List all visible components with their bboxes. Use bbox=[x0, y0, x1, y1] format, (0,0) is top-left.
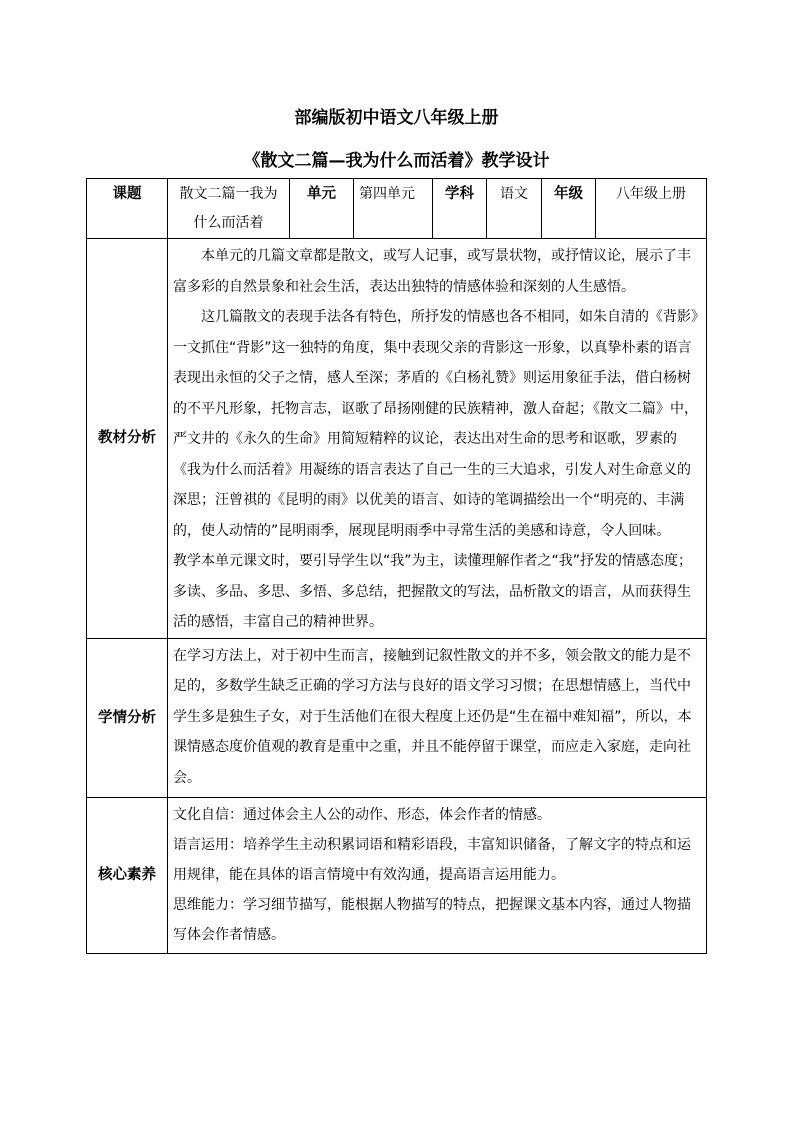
grade-value: 八年级上册 bbox=[596, 179, 707, 239]
learning-analysis-content bbox=[168, 638, 707, 798]
course-label: 课题 bbox=[87, 179, 168, 239]
textbook-analysis-label: 教材分析 bbox=[87, 239, 168, 639]
learning-analysis-text: 在学习方法上，对于初中生而言，接触到记叙性散文的并不多，领会散文的能力是不足的，多数学生缺乏正确的学习方法与良好的语文学习习惯；在思想情感上，当代中学生多是独生子女，对于生活他们在很大程度上还仍是“生在福中难知福”，所以，本课情感态度价值观的教育是重中之重，并且不能停留于课堂，而应走入家庭，走向社会。 bbox=[173, 647, 692, 786]
textbook-analysis-row bbox=[87, 239, 707, 639]
core-literacy-line-3: 思维能力：学习细节描写，能根据人物描写的特点，把握课文基本内容，通过人物描写体会作者情感。 bbox=[173, 897, 691, 943]
learning-analysis-label: 学情分析 bbox=[87, 638, 168, 798]
grade-label: 年级 bbox=[542, 179, 596, 239]
textbook-analysis-para-1: 本单元的几篇文章都是散文，或写人记事，或写景状物，或抒情议论，展示了丰富多彩的自然景象和社会生活，表达出独特的情感体验和深刻的人生感悟。 bbox=[173, 248, 691, 295]
header-row bbox=[87, 179, 707, 239]
document-title: 部编版初中语文八年级上册 bbox=[294, 108, 499, 128]
course-value: 散文二篇一我为什么而活着 bbox=[168, 179, 290, 239]
learning-analysis-row bbox=[87, 638, 707, 798]
subject-value: 语文 bbox=[487, 179, 542, 239]
core-literacy-label: 核心素养 bbox=[87, 798, 168, 954]
core-literacy-line-2: 语言运用：培养学生主动积累词语和精彩语段，丰富知识储备，了解文字的特点和运用规律，能在具体的语言情境中有效沟通，提高语言运用能力。 bbox=[173, 837, 691, 883]
textbook-analysis-para-3: 教学本单元课文时，要引导学生以“我”为主，读懂理解作者之“我”抒发的情感态度；多读、多品、多思、多悟、多总结，把握散文的写法，品析散文的语言，从而获得生活的感悟，丰富自己的精神世界。 bbox=[173, 553, 693, 630]
subject-label: 学科 bbox=[433, 179, 487, 239]
lesson-plan-table bbox=[86, 178, 707, 954]
unit-label: 单元 bbox=[290, 179, 354, 239]
lesson-title: 《散文二篇—我为什么而活着》教学设计 bbox=[243, 151, 550, 171]
core-literacy-line-1: 文化自信：通过体会主人公的动作、形态，体会作者的情感。 bbox=[173, 807, 551, 823]
core-literacy-row bbox=[87, 798, 707, 954]
textbook-analysis-content bbox=[168, 239, 707, 639]
textbook-analysis-para-2: 这几篇散文的表现手法各有特色，所抒发的情感也各不相同，如朱自清的《背影》一文抓住“背影”这一独特的角度，集中表现父亲的背影这一形象，以真挚朴素的语言表现出永恒的父子之情，感人至深；茅盾的《白杨礼赞》则运用象征手法，借白杨树的不平凡形象，托物言志，讴歌了昂扬刚健的民族精神，激人奋起；《散文二篇》中，严文井的《永久的生命》用简短精粹的议论，表达出对生命的思考和讴歌，罗素的《我为什么而活着》用凝练的语言表达了自己一生的三大追求，引发人对生命意义的深思；汪曾祺的《昆明的雨》以优美的语言、如诗的笔调描绘出一个“明亮的、丰满的，使人动情的”昆明雨季，展现昆明雨季中寻常生活的美感和诗意，令人回味。 bbox=[173, 309, 698, 539]
unit-value: 第四单元 bbox=[354, 179, 433, 239]
core-literacy-content bbox=[168, 798, 707, 954]
